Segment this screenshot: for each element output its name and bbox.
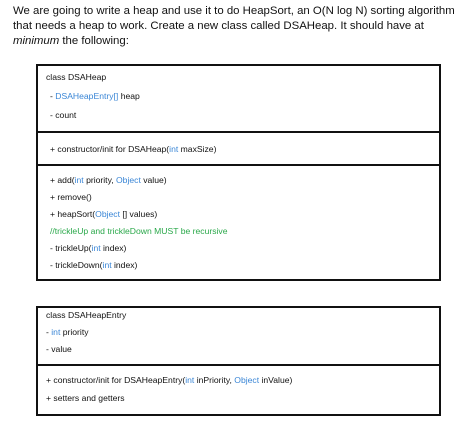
method-add: + add(int priority, Object value) bbox=[50, 175, 167, 185]
type-int: int bbox=[51, 327, 61, 337]
intro-line-3-rest: the following: bbox=[59, 35, 129, 47]
method-remove: + remove() bbox=[50, 192, 92, 202]
method-trickleup: - trickleUp(int index) bbox=[50, 243, 127, 253]
dsaheap-class-diagram bbox=[36, 64, 441, 281]
type-object: Object bbox=[116, 175, 141, 185]
dsaheapentry-setters-getters: + setters and getters bbox=[46, 393, 125, 403]
intro-line-2: that needs a heap to work. Create a new class called DSAHeap. It should have at bbox=[13, 20, 424, 32]
dsaheap-field-heap: - DSAHeapEntry[] heap bbox=[50, 91, 140, 101]
dsaheap-class-name: class DSAHeap bbox=[46, 72, 107, 82]
type-object: Object bbox=[234, 375, 260, 385]
type-int: int bbox=[185, 375, 195, 385]
dsaheap-constructor-section bbox=[38, 133, 439, 166]
type-int: int bbox=[74, 175, 84, 185]
dsaheap-fields-section bbox=[38, 66, 439, 133]
intro-emphasis: minimum bbox=[13, 35, 60, 47]
dsaheapentry-field-value: - value bbox=[46, 344, 72, 354]
dsaheapentry-class-diagram bbox=[36, 306, 441, 416]
method-trickledown: - trickleDown(int index) bbox=[50, 260, 138, 270]
intro-line-3 bbox=[13, 34, 463, 49]
type-dsaheapentry-array: DSAHeapEntry[] bbox=[55, 91, 119, 101]
dsaheap-methods-section bbox=[38, 166, 439, 279]
dsaheapentry-constructor: + constructor/init for DSAHeapEntry(int inPriority, Object inValue) bbox=[46, 375, 293, 385]
intro-line-1: We are going to write a heap and use it to do HeapSort, an O(N log N) sorting algorithm bbox=[13, 5, 455, 17]
type-int: int bbox=[169, 144, 179, 154]
type-object: Object bbox=[95, 209, 120, 219]
method-heapsort: + heapSort(Object [] values) bbox=[50, 209, 158, 219]
dsaheapentry-methods-section bbox=[38, 366, 439, 414]
intro-paragraph bbox=[13, 4, 463, 49]
type-int: int bbox=[102, 260, 112, 270]
dsaheap-field-count: - count bbox=[50, 110, 77, 120]
dsaheapentry-field-priority: - int priority bbox=[46, 327, 89, 337]
dsaheap-constructor: + constructor/init for DSAHeap(int maxSize) bbox=[50, 144, 217, 154]
recursion-comment: //trickleUp and trickleDown MUST be recursive bbox=[50, 226, 228, 236]
type-int: int bbox=[91, 243, 101, 253]
dsaheapentry-fields-section bbox=[38, 308, 439, 366]
dsaheapentry-class-name: class DSAHeapEntry bbox=[46, 310, 127, 320]
